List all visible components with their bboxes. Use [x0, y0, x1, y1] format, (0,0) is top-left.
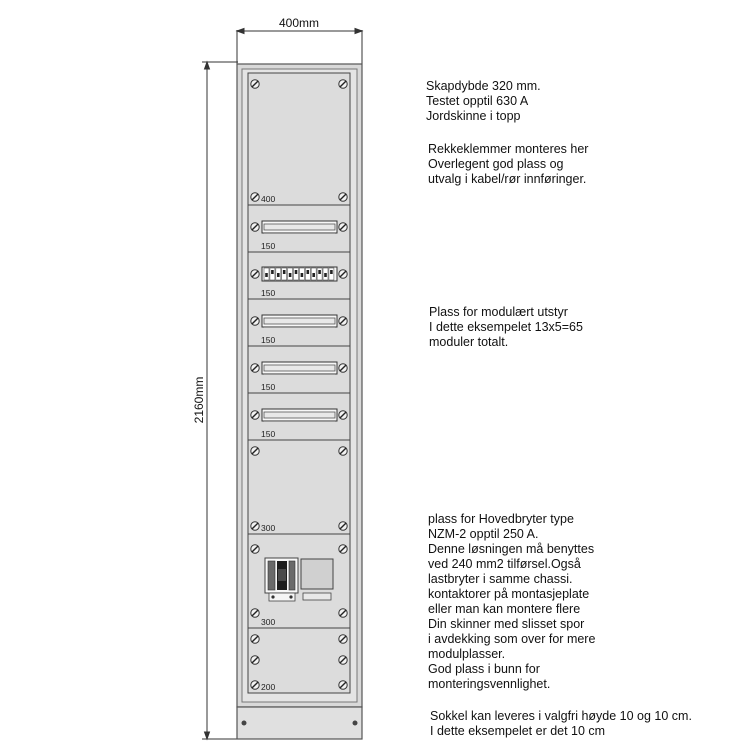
note-line: Jordskinne i topp — [426, 109, 521, 123]
screw-icon — [339, 80, 347, 88]
note-line: moduler totalt. — [429, 335, 509, 349]
blank-module — [301, 559, 333, 600]
note-line: lastbryter i samme chassi. — [428, 572, 573, 586]
panel-main-switch — [248, 534, 350, 628]
screw-icon — [339, 364, 347, 372]
screw-icon — [339, 609, 347, 617]
note-line: utvalg i kabel/rør innføringer. — [428, 172, 587, 186]
height-dimension — [202, 62, 238, 739]
note-line: Testet opptil 630 A — [426, 94, 529, 108]
panel-height-label: 150 — [261, 382, 276, 392]
screw-icon — [251, 364, 259, 372]
din-rail-cover — [262, 409, 337, 422]
screw-icon — [339, 656, 347, 664]
note-line: Din skinner med slisset spor — [428, 617, 585, 631]
screw-icon — [251, 411, 259, 419]
screw-icon — [251, 193, 259, 201]
screw-icon — [251, 317, 259, 325]
panel-blank — [248, 440, 350, 534]
height-label: 2160mm — [192, 376, 206, 424]
panel-height-label: 150 — [261, 335, 276, 345]
screw-icon — [339, 411, 347, 419]
screw-icon — [251, 609, 259, 617]
panel-height-label: 300 — [261, 523, 276, 533]
note-line: Plass for modulært utstyr — [429, 305, 568, 319]
screw-icon — [251, 635, 259, 643]
screw-icon — [339, 223, 347, 231]
panel-rail — [248, 393, 350, 440]
note-line: ved 240 mm2 tilførsel.Også — [428, 557, 581, 571]
screw-icon — [251, 447, 259, 455]
panel-height-label: 300 — [261, 617, 276, 627]
panel-height-label: 150 — [261, 429, 276, 439]
note-line: monteringsvennlighet. — [428, 677, 551, 691]
note-line: Denne løsningen må benyttes — [428, 542, 595, 556]
main-switch-unit — [265, 558, 298, 601]
note-line: Rekkeklemmer monteres her — [428, 142, 589, 156]
note-line: plass for Hovedbryter type — [428, 512, 574, 526]
panel-rail — [248, 205, 350, 252]
note-line: i avdekking som over for mere — [428, 632, 596, 646]
panel-blank — [248, 628, 350, 693]
note-line: kontaktorer på montasjeplate — [428, 587, 590, 601]
screw-icon — [339, 270, 347, 278]
screw-icon — [251, 522, 259, 530]
screw-icon — [251, 223, 259, 231]
note-line: Skapdybde 320 mm. — [426, 79, 541, 93]
screw-icon — [339, 317, 347, 325]
panel-blank — [248, 73, 350, 205]
width-dimension — [237, 29, 362, 66]
note-main-switch — [428, 512, 595, 692]
note-line: Sokkel kan leveres i valgfri høyde 10 og 10 cm. — [430, 709, 692, 723]
note-base — [430, 709, 692, 739]
note-line: God plass i bunn for — [428, 662, 540, 676]
plinth — [237, 707, 362, 739]
din-rail-cover — [262, 315, 337, 328]
note-cabinet — [426, 79, 541, 124]
screw-icon — [339, 522, 347, 530]
screw-icon — [251, 270, 259, 278]
panel-height-label: 400 — [261, 194, 276, 204]
panel-breakers — [248, 252, 350, 299]
panel-height-label: 200 — [261, 682, 276, 692]
din-rail-cover — [262, 362, 337, 375]
screw-icon — [339, 447, 347, 455]
screw-icon — [251, 80, 259, 88]
screw-icon — [251, 545, 259, 553]
note-line: I dette eksempelet er det 10 cm — [430, 724, 606, 738]
note-line: eller man kan montere flere — [428, 602, 581, 616]
note-line: NZM-2 opptil 250 A. — [428, 527, 539, 541]
note-line: I dette eksempelet 13x5=65 — [429, 320, 583, 334]
panel-height-label: 150 — [261, 241, 276, 251]
panel-height-label: 150 — [261, 288, 276, 298]
panel-rail — [248, 299, 350, 346]
note-modular — [429, 305, 583, 350]
note-line: Overlegent god plass og — [428, 157, 564, 171]
screw-icon — [339, 681, 347, 689]
width-label: 400mm — [278, 16, 320, 30]
screw-icon — [251, 681, 259, 689]
screw-icon — [251, 656, 259, 664]
screw-icon — [339, 545, 347, 553]
panel-rail — [248, 346, 350, 393]
screw-icon — [339, 635, 347, 643]
note-line: modulplasser. — [428, 647, 506, 661]
circuit-breakers — [262, 267, 337, 281]
panel-stack — [248, 73, 350, 693]
din-rail-cover — [262, 221, 337, 234]
note-terminals — [428, 142, 588, 187]
screw-icon — [339, 193, 347, 201]
